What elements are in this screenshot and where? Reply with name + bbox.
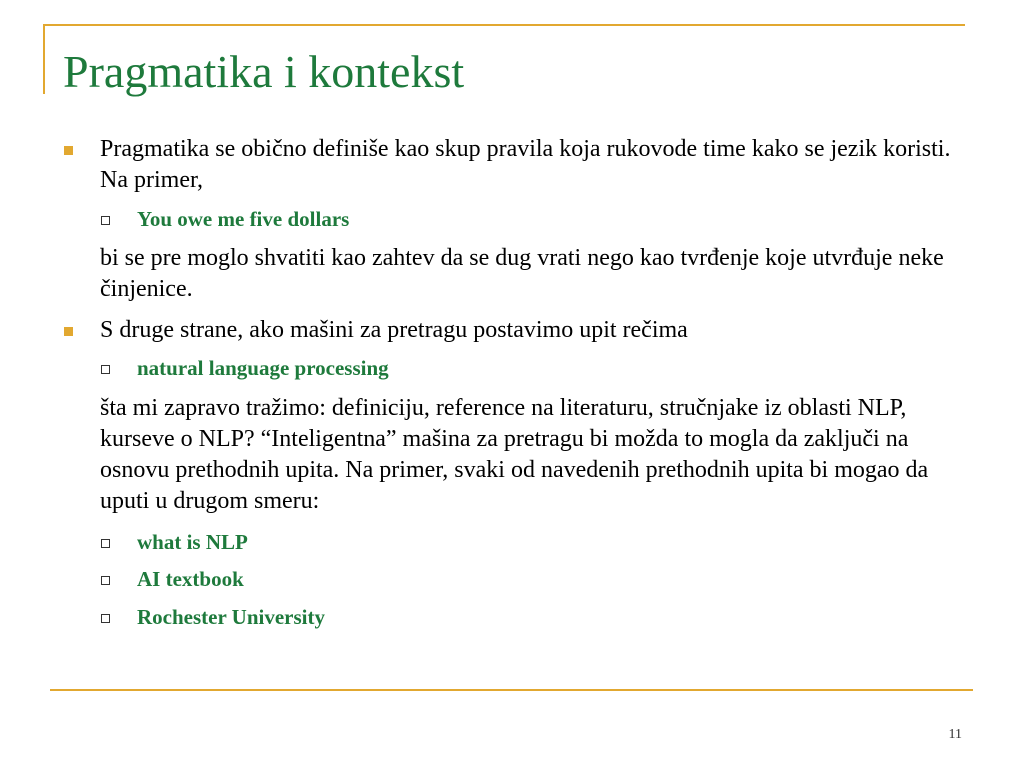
slide-title: Pragmatika i kontekst [63, 46, 465, 97]
continuation-text: bi se pre moglo shvatiti kao zahtev da se dug vrati nego kao tvrđenje koje utvrđuje neke činjenice. [100, 245, 944, 302]
frame-top-rule [43, 24, 965, 26]
example-text: You owe me five dollars [137, 207, 350, 231]
footer-rule [50, 689, 973, 691]
continuation-text: šta mi zapravo tražimo: definiciju, reference na literaturu, stručnjake iz oblasti NLP, kurseve o NLP? “Inteligentna” mašina za pretragu bi možda to mogla da zaključi na osnovu prethodnih upita. Na primer, svaki od navedenih prethodnih upita bi mogao da uputi u drugom smeru: [100, 395, 929, 514]
bullet-item [100, 315, 960, 346]
square-bullet-icon [64, 327, 73, 336]
hollow-square-bullet-icon [101, 539, 110, 548]
bullet-item [100, 134, 960, 196]
example-item [137, 205, 937, 233]
hollow-square-bullet-icon [101, 216, 110, 225]
hollow-square-bullet-icon [101, 614, 110, 623]
example-text: what is NLP [137, 530, 248, 554]
example-text: Rochester University [137, 605, 325, 629]
hollow-square-bullet-icon [101, 365, 110, 374]
example-text: natural language processing [137, 356, 389, 380]
page-number: 11 [948, 727, 962, 742]
example-item [137, 565, 937, 593]
example-item [137, 354, 937, 382]
example-item [137, 528, 937, 556]
hollow-square-bullet-icon [101, 576, 110, 585]
example-item [137, 603, 937, 631]
bullet-text: S druge strane, ako mašini za pretragu postavimo upit rečima [100, 317, 688, 343]
square-bullet-icon [64, 146, 73, 155]
frame-left-rule [43, 24, 45, 94]
bullet-text: Pragmatika se obično definiše kao skup pravila koja rukovode time kako se jezik koristi. Na primer, [100, 136, 951, 193]
example-text: AI textbook [137, 567, 244, 591]
